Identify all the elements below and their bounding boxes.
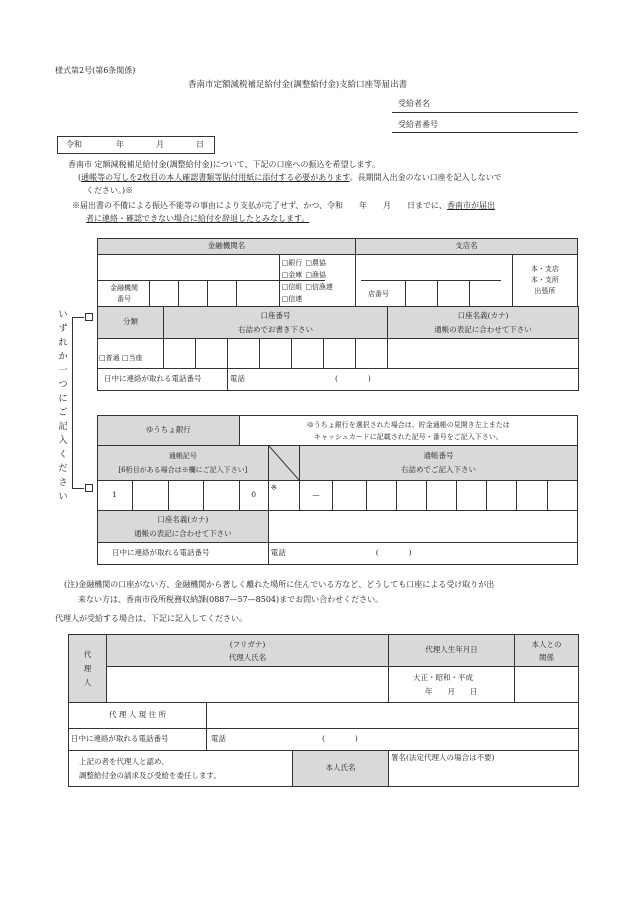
yucho-dash: —	[299, 481, 332, 511]
account-number-header: 口座番号 右詰めでお書き下さい	[164, 307, 388, 339]
institution-code-label: 金融機関番号	[110, 284, 138, 303]
yucho-select-checkbox[interactable]	[85, 484, 93, 492]
store-code-label: 店番号	[368, 290, 389, 298]
yucho-number-header: 通帳番号 右詰めでご記入下さい	[299, 446, 577, 481]
yucho-number-digit[interactable]	[396, 481, 426, 511]
bank-phone-field[interactable]: 電話 ( )	[228, 369, 579, 391]
caution-text-cont: 来ない方は、香南市役所税務収納課(0887—57—8504)までお問い合わせください。	[78, 595, 384, 604]
agent-birth-header: 代理人生年月日	[389, 635, 515, 667]
note-1-cont: ください。)※	[86, 186, 134, 195]
yucho-table	[97, 415, 578, 565]
page-title: 香南市定額減税補足給付金(調整給付金)支給口座等届出書	[188, 80, 408, 90]
side-label-char: に	[58, 394, 68, 404]
agent-relation-field[interactable]	[515, 667, 579, 703]
yucho-holder-header: 口座名義(カナ) 通帳の表記に合わせて下さい	[98, 511, 269, 543]
side-label-char: ず	[58, 324, 68, 334]
institution-type-options[interactable]: □銀行 □金庫 □信組 □信連 □農協 □漁協 □信漁連	[279, 255, 355, 307]
agent-relation-header: 本人との 関係	[515, 635, 579, 667]
account-digit[interactable]	[164, 339, 196, 369]
agent-phone-field[interactable]: 電話 ( )	[207, 729, 579, 751]
yucho-label: ゆうちょ銀行	[98, 416, 240, 446]
delegation-statement: 上記の者を代理人と認め、 調整給付金の請求及び受給を委任します。	[69, 751, 293, 787]
agent-name-header: (フリガナ) 代理人氏名	[107, 635, 389, 667]
side-label-char: 一	[58, 366, 68, 376]
principal-signature-field[interactable]: 署名(法定代理人の場合は不要)	[389, 751, 579, 787]
account-digit[interactable]	[356, 339, 388, 369]
side-label-char: つ	[58, 380, 68, 390]
form-number: 様式第2号(第6条関係)	[55, 66, 136, 75]
yucho-phone-field[interactable]: 電話 ( )	[268, 543, 577, 565]
yucho-asterisk-cell[interactable]: ※	[268, 481, 299, 511]
yucho-number-digit[interactable]	[457, 481, 487, 511]
side-label-char: 記	[58, 422, 68, 432]
yucho-symbol-digit-1: 1	[98, 481, 133, 511]
yucho-symbol-digit-0: 0	[239, 481, 268, 511]
account-holder-header: 口座名義(カナ) 通帳の表記に合わせて下さい	[388, 307, 579, 339]
yucho-number-digit[interactable]	[366, 481, 396, 511]
agent-name-field[interactable]	[107, 667, 389, 703]
yucho-number-digit[interactable]	[517, 481, 547, 511]
side-label-char: さ	[58, 478, 68, 488]
recipient-name-label: 受給者名	[398, 99, 430, 108]
agent-phone-label: 日中に連絡が取れる電話番号	[69, 729, 207, 751]
agent-address-label: 代 理 人 現 住 所	[69, 703, 207, 729]
choose-one-label	[57, 308, 69, 504]
date-box[interactable]: 令和 年 月 日	[57, 136, 215, 154]
account-digit[interactable]	[324, 339, 356, 369]
note-1: (通帳等の写しを2枚目の本人確認書類等貼付用紙に添付する必要があります。長期間入出金のない口座を記入しないで	[78, 173, 502, 182]
account-digit[interactable]	[260, 339, 292, 369]
account-digit[interactable]	[228, 339, 260, 369]
recipient-number-label: 受給者番号	[398, 120, 438, 129]
account-number-table	[97, 306, 579, 391]
yucho-description: ゆうちょ銀行を選択された場合は、貯金通帳の見開き左上または キャッシュカードに記載された記号・番号をご記入下さい。	[239, 416, 577, 446]
yucho-symbol-digit[interactable]	[133, 481, 168, 511]
yucho-diagonal	[268, 446, 299, 481]
side-label-char: ご	[58, 408, 68, 418]
branch-name-header: 支店名	[356, 239, 578, 255]
side-label-char: い	[58, 310, 68, 320]
agent-intro: 代理人が受給する場合は、下記に記入してください。	[55, 614, 247, 623]
side-label-char: い	[58, 492, 68, 502]
note-2-cont: 者に連絡・確認できない場合に給付を辞退したとみなします。	[86, 214, 310, 223]
yucho-symbol-header: 通帳記号 [6桁目がある場合は※欄にご記入下さい]	[98, 446, 269, 481]
yucho-number-digit[interactable]	[426, 481, 456, 511]
account-digit[interactable]	[196, 339, 228, 369]
principal-name-label: 本人氏名	[293, 751, 389, 787]
yucho-symbol-digit[interactable]	[204, 481, 239, 511]
account-category-options[interactable]: □普通 □当座	[98, 339, 164, 369]
bank-select-checkbox[interactable]	[85, 313, 93, 321]
caution-text: (注)金融機関の口座がない方、金融機関から著しく離れた場所に住んでいる方など、どうしても口座による受け取りが出	[64, 580, 495, 589]
side-label-char: だ	[58, 464, 68, 474]
yucho-number-digit[interactable]	[547, 481, 577, 511]
account-holder-field[interactable]	[388, 339, 579, 369]
intro-text: 香南市 定額減税補足給付金(調整給付金)について、下記の口座への振込を希望します。	[68, 160, 380, 169]
yucho-number-digit[interactable]	[333, 481, 366, 511]
account-digit[interactable]	[292, 339, 324, 369]
agent-table	[68, 634, 579, 787]
agent-birth-field[interactable]: 大正・昭和・平成 年 月 日	[389, 667, 515, 703]
branch-type-options[interactable]: 本・支店 本・支所 出張所	[512, 255, 577, 307]
agent-address-field[interactable]	[207, 703, 579, 729]
note-2: ※届出書の不備による振込不能等の事由により支払が完了せず、かつ、令和 年 月 日までに、香南市が届出	[72, 201, 496, 210]
side-label-char: か	[58, 352, 68, 362]
yucho-symbol-digit[interactable]	[168, 481, 203, 511]
yucho-holder-field[interactable]	[268, 511, 577, 543]
side-label-char: 入	[58, 436, 68, 446]
yucho-number-digit[interactable]	[487, 481, 517, 511]
institution-name-header: 金融機関名	[98, 239, 356, 255]
category-header: 分類	[98, 307, 164, 339]
side-label-char: れ	[58, 338, 68, 348]
yucho-phone-label: 日中に連絡が取れる電話番号	[98, 543, 269, 565]
bank-phone-label: 日中に連絡が取れる電話番号	[98, 369, 228, 391]
side-label-char: く	[58, 450, 68, 460]
agent-side-label: 代理人	[69, 635, 107, 703]
